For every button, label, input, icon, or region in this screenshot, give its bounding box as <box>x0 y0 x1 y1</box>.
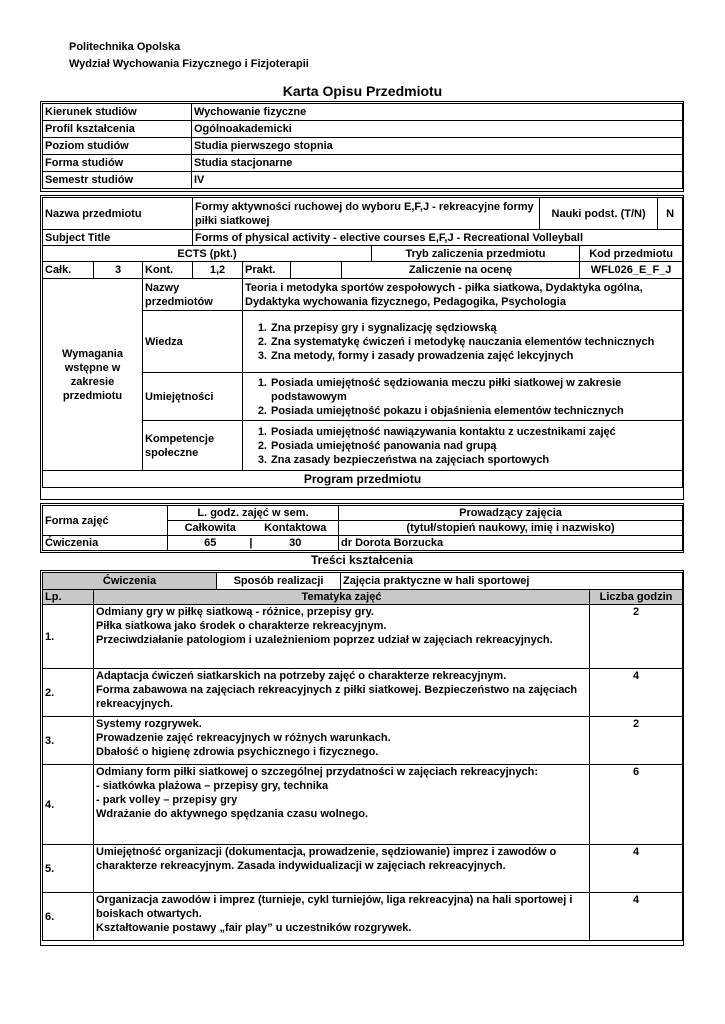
topic-line: Odmiany gry w piłkę siatkową - różnice, przepisy gry. <box>96 606 374 618</box>
item-text: Zna zasady bezpieczeństwa na zajęciach sportowych <box>271 453 550 466</box>
nauki-value: N <box>658 198 683 230</box>
item-text: Posiada umiejętność nawiązywania kontaktu z uczestnikami zajęć <box>271 425 616 438</box>
wiedza-label: Wiedza <box>143 311 243 373</box>
kontaktowa-label: Kontaktowa <box>253 521 339 536</box>
item-number: 2. <box>257 439 267 452</box>
item-text: Posiada umiejętność pokazu i objaśnienia elementów technicznych <box>271 404 624 417</box>
tematyka-header: Tematyka zajęć <box>94 590 590 605</box>
info-row <box>43 121 683 138</box>
tryb-label: Tryb zaliczenia przedmiotu <box>372 246 580 262</box>
topic-hours: 4 <box>590 893 683 941</box>
info-label: Forma studiów <box>43 155 192 172</box>
calkowita-number: 65 <box>204 537 217 549</box>
calkowita-label: Całkowita <box>168 521 253 536</box>
topic-lp: 4. <box>43 765 94 845</box>
topic-line: Przeciwdziałanie patologiom i uzależnieniom poprzez udział w zajęciach rekreacyjnych. <box>96 634 553 646</box>
umiejetnosci-item <box>245 404 680 418</box>
calk-label: Całk. <box>43 262 94 279</box>
topic-text <box>94 845 590 893</box>
topic-text <box>94 669 590 717</box>
info-row <box>43 104 683 121</box>
wiedza-list <box>243 311 683 373</box>
wiedza-item <box>245 335 680 349</box>
table-row <box>43 893 683 941</box>
kont-label: Kont. <box>143 262 193 279</box>
calkowita-value <box>168 536 253 551</box>
kompetencje-item <box>245 453 680 467</box>
info-value: Wychowanie fizyczne <box>192 104 683 121</box>
info-value: IV <box>192 172 683 189</box>
godzin-header: Liczba godzin <box>590 590 683 605</box>
faculty-name: Wydział Wychowania Fizycznego i Fizjoterapii <box>69 58 309 70</box>
topics-body <box>43 605 683 941</box>
item-number: 1. <box>257 425 267 438</box>
sposob-value: Zajęcia praktyczne w hali sportowej <box>341 573 683 590</box>
content-title: Treści kształcenia <box>310 553 414 567</box>
info-value: Ogólnoakademicki <box>192 121 683 138</box>
subject-name-value: Formy aktywności ruchowej do wyboru E,F,J - rekreacyjne formy piłki siatkowej <box>193 198 540 230</box>
nazwy-value: Teoria i metodyka sportów zespołowych - piłka siatkowa, Dydaktyka ogólna, Dydaktyka wychowania fizycznego, Pedagogika, Psychologia <box>243 279 683 311</box>
topic-line: - park volley – przepisy gry <box>96 794 238 806</box>
wiedza-item <box>245 321 680 335</box>
topic-line: Wdrażanie do aktywnego spędzania czasu wolnego. <box>96 808 368 820</box>
topic-line: Systemy rozgrywek. <box>96 718 202 730</box>
prakt-value <box>291 262 342 279</box>
info-label: Kierunek studiów <box>43 104 192 121</box>
topic-line: Forma zabawowa na zajęciach rekreacyjnych z piłki siatkowej. Bezpieczeństwo na zajęciach rekreacyjnych. <box>96 684 578 710</box>
item-text: Zna systematykę ćwiczeń i metodykę nauczania elementów technicznych <box>271 335 655 348</box>
wiedza-item <box>245 349 680 363</box>
topic-line: Odmiany form piłki siatkowej o szczególnej przydatności w zajęciach rekreacyjnych: <box>96 766 538 778</box>
forma-label: Forma zajęć <box>43 506 168 536</box>
topic-line: Piłka siatkowa jako środek o charakterze rekreacyjnym. <box>96 620 387 632</box>
lp-header: Lp. <box>43 590 94 605</box>
item-text: Zna przepisy gry i sygnalizację sędziowską <box>271 321 497 334</box>
topic-line: Dbałość o higienę zdrowia psychicznego i fizycznego. <box>96 746 379 758</box>
topic-line: Adaptacja ćwiczeń siatkarskich na potrzeby zajęć o charakterze rekreacyjnym. <box>96 670 507 682</box>
program-title: Program przedmiotu <box>43 471 683 488</box>
kompetencje-label: Kompetencje społeczne <box>143 421 243 471</box>
topic-lp: 1. <box>43 605 94 669</box>
info-table <box>42 103 683 189</box>
kont-value: 1,2 <box>193 262 243 279</box>
kod-label: Kod przedmiotu <box>580 246 683 262</box>
hours-separator: | <box>249 537 253 549</box>
topic-line: Umiejętność organizacji (dokumentacja, prowadzenie, sędziowanie) imprez i zawodów o charakterze rekreacyjnym. Zasada indywidualizacji w zajęciach rekreacyjnych. <box>96 846 557 872</box>
info-row <box>43 172 683 189</box>
topic-line: Prowadzenie zajęć rekreacyjnych w różnych warunkach. <box>96 732 391 744</box>
table-row <box>43 845 683 893</box>
nazwy-label: Nazwy przedmiotów <box>143 279 243 311</box>
umiejetnosci-list <box>243 373 683 421</box>
topic-hours: 2 <box>590 605 683 669</box>
table-row <box>43 669 683 717</box>
topic-line: Kształtowanie postawy „fair play” u uczestników rozgrywek. <box>96 922 412 934</box>
topic-line: - siatkówka plażowa – przepisy gry, technika <box>96 780 329 792</box>
wymagania-text: Wymagania wstępne w zakresie przedmiotu <box>62 347 123 402</box>
topic-hours: 2 <box>590 717 683 765</box>
info-value: Studia stacjonarne <box>192 155 683 172</box>
topic-text <box>94 717 590 765</box>
topic-lp: 6. <box>43 893 94 941</box>
info-label: Profil kształcenia <box>43 121 192 138</box>
table-row <box>43 605 683 669</box>
prowadzacy-sub: (tytuł/stopień naukowy, imię i nazwisko) <box>339 521 683 536</box>
item-text: Posiada umiejętność sędziowania meczu piłki siatkowej w zakresie podstawowym <box>271 376 622 403</box>
topic-line: Organizacja zawodów i imprez (turnieje, cykl turniejów, liga rekreacyjna) na hali sportowej i boiskach otwartych. <box>96 894 573 920</box>
nauki-label: Nauki podst. (T/N) <box>540 198 658 230</box>
topic-text <box>94 605 590 669</box>
table-row <box>43 765 683 845</box>
calk-value: 3 <box>94 262 143 279</box>
item-number: 1. <box>257 376 267 389</box>
cwiczenia-label: Ćwiczenia <box>43 573 217 590</box>
forma-value: Ćwiczenia <box>43 536 168 551</box>
topic-lp: 5. <box>43 845 94 893</box>
subject-title-value: Forms of physical activity - elective courses E,F,J - Recreational Volleyball <box>193 230 683 246</box>
item-number: 3. <box>257 349 267 362</box>
topic-hours: 6 <box>590 765 683 845</box>
topic-hours: 4 <box>590 845 683 893</box>
info-value: Studia pierwszego stopnia <box>192 138 683 155</box>
item-number: 1. <box>257 321 267 334</box>
topics-table <box>42 604 683 941</box>
item-number: 3. <box>257 453 267 466</box>
umiejetnosci-item <box>245 376 680 404</box>
prowadzacy-label: Prowadzący zajęcia <box>339 506 683 521</box>
info-label: Semestr studiów <box>43 172 192 189</box>
ects-label: ECTS (pkt.) <box>43 246 372 262</box>
kod-value: WFL026_E_F_J <box>580 262 683 279</box>
lgodz-label: L. godz. zajęć w sem. <box>168 506 339 521</box>
topic-lp: 3. <box>43 717 94 765</box>
kontaktowa-value: 30 <box>253 536 339 551</box>
kompetencje-item <box>245 439 680 453</box>
sposob-label: Sposób realizacji <box>217 573 341 590</box>
subject-table <box>42 197 683 488</box>
document-title: Karta Opisu Przedmiotu <box>282 83 443 99</box>
program-table <box>42 505 683 551</box>
info-row <box>43 138 683 155</box>
info-label: Poziom studiów <box>43 138 192 155</box>
topic-text <box>94 893 590 941</box>
content-table <box>42 572 683 605</box>
subject-title-label: Subject Title <box>43 230 193 246</box>
umiejetnosci-label: Umiejętności <box>143 373 243 421</box>
kompetencje-item <box>245 425 680 439</box>
topic-lp: 2. <box>43 669 94 717</box>
subject-name-label: Nazwa przedmiotu <box>43 198 193 230</box>
item-number: 2. <box>257 404 267 417</box>
prowadzacy-value: dr Dorota Borzucka <box>339 536 683 551</box>
prakt-label: Prakt. <box>243 262 291 279</box>
item-text: Posiada umiejętność panowania nad grupą <box>271 439 497 452</box>
item-text: Zna metody, formy i zasady prowadzenia zajęć lekcyjnych <box>271 349 574 362</box>
topic-text <box>94 765 590 845</box>
item-number: 2. <box>257 335 267 348</box>
info-row <box>43 155 683 172</box>
kompetencje-list <box>243 421 683 471</box>
tryb-value: Zaliczenie na ocenę <box>342 262 580 279</box>
table-row <box>43 717 683 765</box>
university-name: Politechnika Opolska <box>69 41 181 53</box>
wymagania-label <box>43 279 143 471</box>
topic-hours: 4 <box>590 669 683 717</box>
